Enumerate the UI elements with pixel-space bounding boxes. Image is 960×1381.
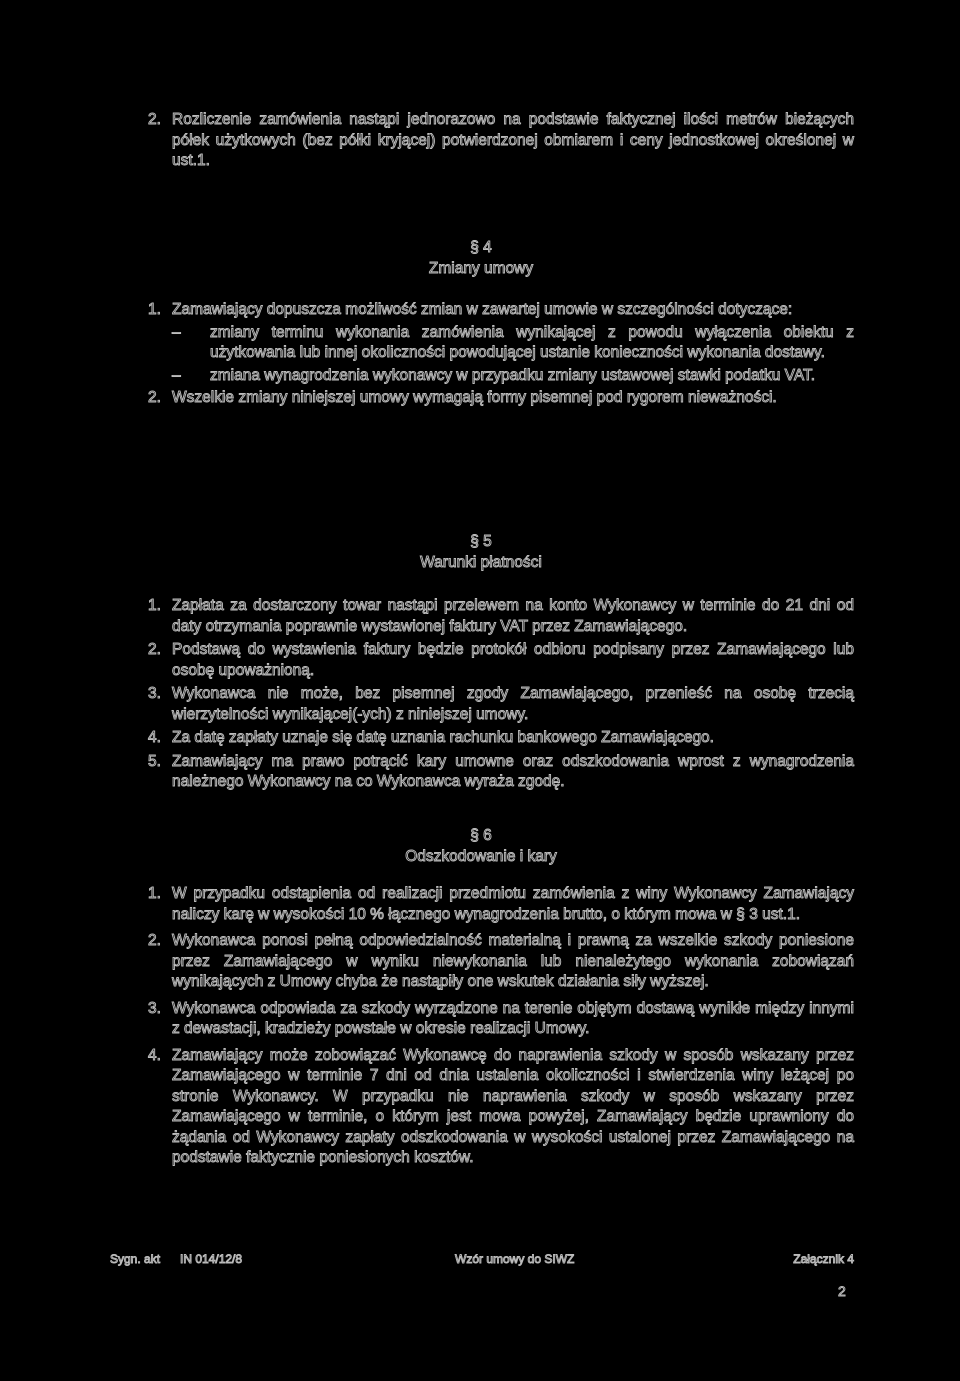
footer-attachment: Załącznik 4 <box>793 1252 854 1266</box>
section-title: Zmiany umowy <box>428 259 534 277</box>
item-text: Rozliczenie zamówienia nastąpi jednorazowo na podstawie faktycznej ilości metrów bieżących półek użytkowych (bez półki kryjącej) potwierdzonej obmiarem i ceny jednostkowej określonej w ust.1. <box>172 111 854 169</box>
list-item <box>148 640 854 681</box>
item-text: Zamawiający dopuszcza możliwość zmian w zawartej umowie w szczególności dotyczące: <box>172 301 793 318</box>
page-number: 2 <box>838 1283 846 1299</box>
list-item <box>148 1046 854 1169</box>
list-item <box>148 884 854 925</box>
footer-case-number: IN 014/12/8 <box>180 1252 243 1266</box>
section-title: Odszkodowanie i kary <box>405 847 557 865</box>
item-text: Zamawiający może zobowiązać Wykonawcę do naprawienia szkody w sposób wskazany przez Zamawiającego w terminie 7 dni od dnia ustalenia okoliczności i stwierdzenia winy leżącej po stronie Wykonawcy. W przypadku nie naprawienia szkody w sposób wskazany przez Zamawiającego w terminie, o którym jest mowa powyżej, Zamawiający będzie uprawniony do żądania od Wykonawcy zapłaty odszkodowania w wysokości ustalonej przez Zamawiającego na podstawie faktycznie poniesionych kosztów. <box>172 1046 854 1166</box>
section5-heading <box>148 532 814 573</box>
item-number: 4. <box>148 1046 161 1064</box>
item-number: 2. <box>148 111 161 128</box>
item-number: 5. <box>148 752 161 770</box>
bullet-text: zmiana wynagrodzenia wykonawcy w przypadku zmiany ustawowej stawki podatku VAT. <box>210 366 816 384</box>
item-number: 2. <box>148 932 161 949</box>
item-number: 3. <box>148 685 161 702</box>
item-text: W przypadku odstąpienia od realizacji przedmiotu zamówienia z winy Wykonawcy Zamawiający naliczy karę w wysokości 10 % łącznego wynagrodzenia brutto, o którym mowa w § 3 ust.1. <box>172 885 854 923</box>
item-text: Podstawą do wystawienia faktury będzie protokół odbioru podpisany przez Zamawiającego lub osobę upoważnioną. <box>172 641 854 679</box>
dash-marker: – <box>172 366 181 384</box>
section-number: § 4 <box>470 239 492 256</box>
item-text: Wykonawca ponosi pełną odpowiedzialność materialną i prawną za wszelkie szkody poniesione przez Zamawiającego w wyniku niewykonania lub nienależytego wykonania zobowiązań wynikających z Umowy chyba że nastąpiły one wskutek działania siły wyższej. <box>172 932 854 990</box>
list-item <box>148 300 854 321</box>
section-number: § 5 <box>470 533 492 550</box>
item-text: Wykonawca nie może, bez pisemnej zgody Zamawiającego, przenieść na osobę trzecią wierzytelności wynikającej(-ych) z niniejszej umowy. <box>172 685 854 723</box>
page-footer <box>110 1252 854 1268</box>
section6-heading <box>148 826 814 867</box>
item-text: Wykonawca odpowiada za szkody wyrządzone na terenie objętym dostawą wynikłe między innymi z dewastacji, kradzieży powstałe w okresie realizacji Umowy. <box>172 999 854 1037</box>
list-item <box>148 684 854 725</box>
item-number: 4. <box>148 729 161 746</box>
item-number: 2. <box>148 641 161 658</box>
bullet-text: zmiany terminu wykonania zamówienia wynikającej z powodu wyłączenia obiektu z użytkowania lub innej okoliczności powodującej ustanie konieczności wykonania dostawy. <box>210 323 854 361</box>
section3-tail <box>148 110 854 172</box>
item-text: Wszelkie zmiany niniejszej umowy wymagają formy pisemnej pod rygorem nieważności. <box>172 389 777 406</box>
item-number: 3. <box>148 999 161 1017</box>
list-item <box>148 752 854 793</box>
list-item <box>148 388 854 409</box>
item-text: Zamawiający ma prawo potrącić kary umowne oraz odszkodowania wprost z wynagrodzenia należnego Wykonawcy na co Wykonawca wyraża zgodę. <box>172 752 854 790</box>
list-item <box>148 999 854 1040</box>
section4-body <box>148 300 854 409</box>
section6-body <box>148 884 854 1169</box>
section4-heading <box>148 238 814 279</box>
footer-case-label: Sygn. akt <box>110 1252 161 1266</box>
list-item <box>148 596 854 637</box>
item-number: 1. <box>148 885 161 902</box>
list-item <box>148 931 854 993</box>
list-item <box>148 110 854 172</box>
dash-marker: – <box>172 323 181 341</box>
footer-center: Wzór umowy do SIWZ <box>455 1252 575 1266</box>
list-item <box>148 728 854 749</box>
section-number: § 6 <box>470 827 492 844</box>
bullet-item <box>148 323 854 364</box>
bullet-item <box>148 366 854 387</box>
item-number: 1. <box>148 597 161 614</box>
section5-body <box>148 596 854 793</box>
item-number: 2. <box>148 389 161 406</box>
item-text: Zapłata za dostarczony towar nastąpi przelewem na konto Wykonawcy w terminie do 21 dni od daty otrzymania poprawnie wystawionej faktury VAT przez Zamawiającego. <box>172 597 854 635</box>
section-title: Warunki płatności <box>420 553 542 571</box>
item-text: Za datę zapłaty uznaje się datę uznania rachunku bankowego Zamawiającego. <box>172 729 714 746</box>
item-number: 1. <box>148 301 161 318</box>
